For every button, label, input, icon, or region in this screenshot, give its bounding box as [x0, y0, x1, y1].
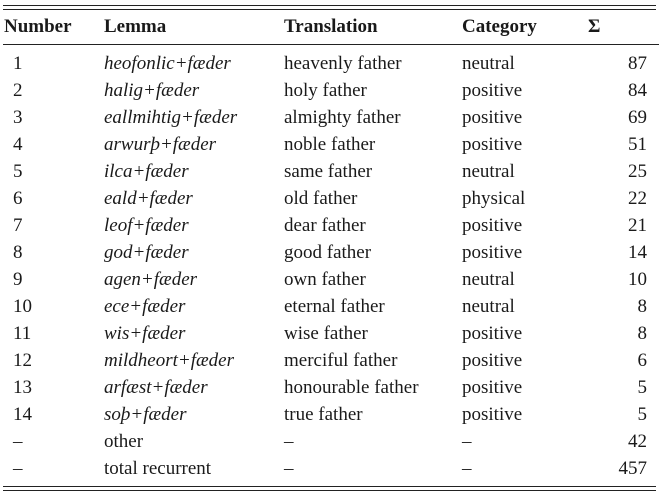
cell-translation: noble father — [284, 134, 376, 155]
table-row — [0, 158, 659, 185]
cell-lemma: other — [104, 431, 144, 452]
table-row — [0, 347, 659, 374]
table-row — [0, 45, 659, 77]
cell-category: positive — [462, 215, 523, 236]
cell-category: physical — [462, 188, 526, 209]
cell-translation: old father — [284, 188, 358, 209]
table-row — [0, 185, 659, 212]
top-double-rule — [3, 5, 656, 10]
cell-number: 8 — [13, 242, 23, 263]
cell-number: 6 — [13, 188, 23, 209]
cell-lemma: total recurrent — [104, 458, 212, 479]
cell-translation: honourable father — [284, 377, 419, 398]
cell-translation: wise father — [284, 323, 368, 344]
cell-category: neutral — [462, 296, 515, 317]
table-row — [0, 293, 659, 320]
cell-translation: – — [284, 431, 294, 452]
cell-sum: 8 — [637, 323, 647, 344]
cell-category: positive — [462, 80, 523, 101]
cell-sum: 84 — [628, 80, 647, 101]
cell-translation: true father — [284, 404, 363, 425]
cell-number: 5 — [13, 161, 23, 182]
cell-number: – — [13, 458, 23, 479]
bottom-double-rule — [3, 486, 656, 491]
cell-sum: 69 — [628, 107, 647, 128]
cell-category: neutral — [462, 161, 515, 182]
cell-category: positive — [462, 107, 523, 128]
cell-sum: 457 — [618, 458, 647, 479]
cell-number: 10 — [13, 296, 32, 317]
cell-number: 9 — [13, 269, 23, 290]
cell-lemma: heofonlic+fæder — [104, 53, 231, 74]
cell-lemma: ilca+fæder — [104, 161, 189, 182]
cell-category: positive — [462, 404, 523, 425]
cell-lemma: ece+fæder — [104, 296, 186, 317]
cell-number: 2 — [13, 80, 23, 101]
cell-category: positive — [462, 377, 523, 398]
cell-category: neutral — [462, 53, 515, 74]
cell-translation: heavenly father — [284, 53, 402, 74]
cell-number: 7 — [13, 215, 23, 236]
cell-number: 14 — [13, 404, 32, 425]
cell-category: – — [462, 458, 472, 479]
data-table — [0, 10, 659, 482]
cell-sum: 5 — [637, 377, 647, 398]
table-row — [0, 77, 659, 104]
cell-lemma: arwurþ+fæder — [104, 134, 217, 155]
cell-category: positive — [462, 323, 523, 344]
table-row — [0, 239, 659, 266]
cell-lemma: mildheort+fæder — [104, 350, 234, 371]
header-lemma: Lemma — [104, 16, 167, 37]
cell-lemma: leof+fæder — [104, 215, 189, 236]
table-row — [0, 131, 659, 158]
table-row — [0, 401, 659, 428]
header-translation: Translation — [284, 16, 378, 37]
cell-lemma: god+fæder — [104, 242, 189, 263]
cell-sum: 10 — [628, 269, 647, 290]
table-row — [0, 104, 659, 131]
table-row — [0, 212, 659, 239]
header-number: Number — [4, 16, 72, 37]
cell-translation: almighty father — [284, 107, 401, 128]
cell-category: positive — [462, 242, 523, 263]
header-category: Category — [462, 16, 537, 37]
cell-sum: 51 — [628, 134, 647, 155]
cell-sum: 42 — [628, 431, 647, 452]
cell-translation: holy father — [284, 80, 367, 101]
cell-sum: 5 — [637, 404, 647, 425]
table-row — [0, 320, 659, 347]
cell-translation: own father — [284, 269, 366, 290]
header-sum: Σ — [588, 16, 601, 37]
cell-number: – — [13, 431, 23, 452]
cell-lemma: arfæst+fæder — [104, 377, 208, 398]
cell-number: 12 — [13, 350, 32, 371]
cell-sum: 22 — [628, 188, 647, 209]
cell-sum: 21 — [628, 215, 647, 236]
cell-lemma: wis+fæder — [104, 323, 186, 344]
cell-category: positive — [462, 134, 523, 155]
cell-sum: 25 — [628, 161, 647, 182]
cell-translation: merciful father — [284, 350, 398, 371]
table-row — [0, 374, 659, 401]
cell-lemma: agen+fæder — [104, 269, 198, 290]
header-row — [0, 10, 659, 44]
cell-lemma: halig+fæder — [104, 80, 200, 101]
cell-translation: eternal father — [284, 296, 385, 317]
cell-translation: dear father — [284, 215, 366, 236]
cell-number: 4 — [13, 134, 23, 155]
cell-lemma: soþ+fæder — [104, 404, 187, 425]
cell-category: positive — [462, 350, 523, 371]
cell-number: 3 — [13, 107, 23, 128]
cell-translation: – — [284, 458, 294, 479]
cell-sum: 6 — [637, 350, 647, 371]
cell-number: 1 — [13, 53, 23, 74]
cell-number: 13 — [13, 377, 32, 398]
cell-sum: 87 — [628, 53, 647, 74]
cell-sum: 14 — [628, 242, 647, 263]
table-row — [0, 455, 659, 482]
cell-translation: same father — [284, 161, 373, 182]
cell-lemma: eallmihtig+fæder — [104, 107, 238, 128]
table-row — [0, 428, 659, 455]
cell-sum: 8 — [637, 296, 647, 317]
cell-category: neutral — [462, 269, 515, 290]
cell-number: 11 — [13, 323, 32, 344]
cell-translation: good father — [284, 242, 372, 263]
cell-lemma: eald+fæder — [104, 188, 193, 209]
cell-category: – — [462, 431, 472, 452]
table-row — [0, 266, 659, 293]
